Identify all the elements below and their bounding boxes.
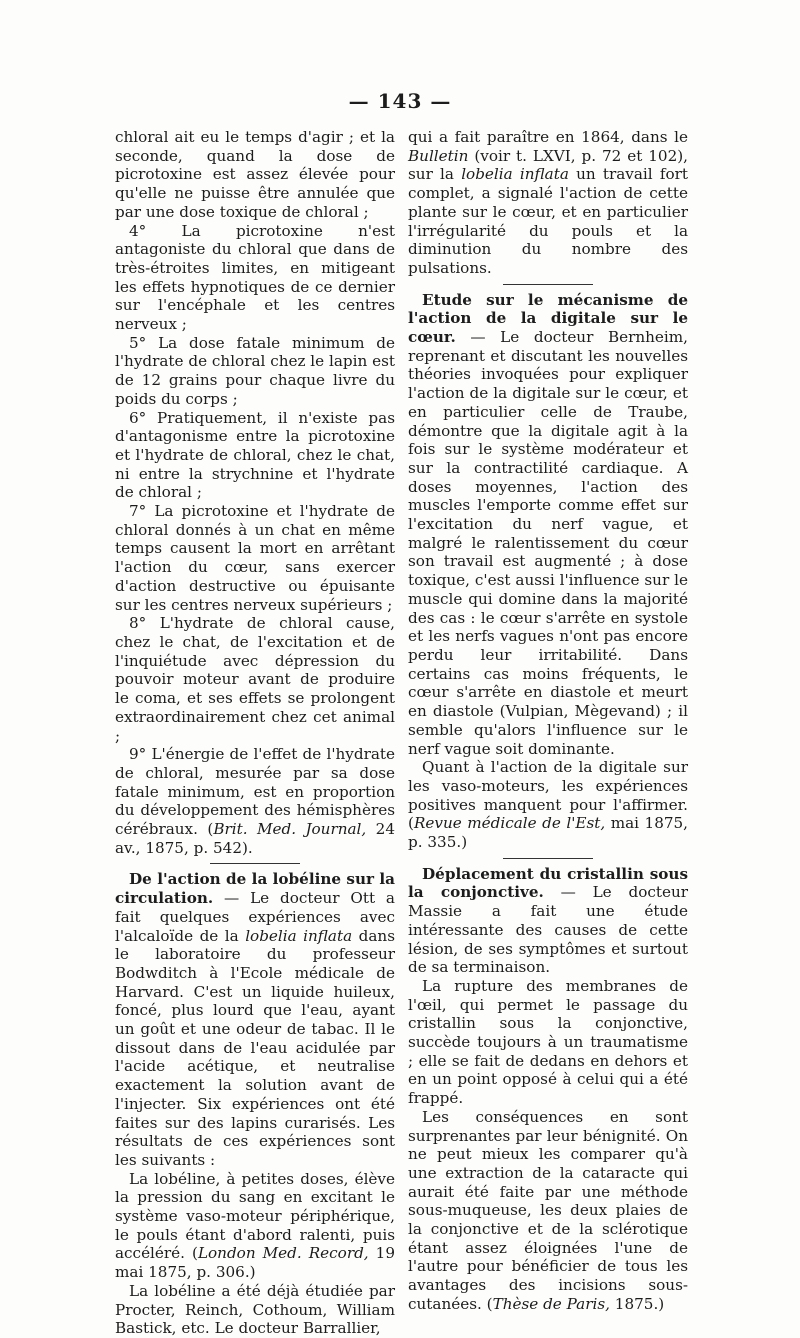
text: 9° L'énergie de l'effet de l'hydrate de chloral, mesurée par sa dose fatale minimum, est en proportion du développement des hémisphères cérébraux. (	[115, 745, 395, 839]
right-column	[408, 128, 688, 1314]
paragraph: La lobéline a été déjà étudiée par Procter, Reinch, Cothoum, William Bastick, etc. Le docteur Barrallier,	[115, 1281, 395, 1338]
paragraph	[408, 1108, 688, 1314]
divider	[503, 858, 593, 859]
text: — Le docteur Bernheim, reprenant et discutant les nouvelles théories invoquées pour expliquer l'action de la digitale sur le cœur, et en particulier celle de Traube, démontre que la digitale agit à la fois sur le système modérateur et sur la contractilité cardiaque. A doses moyennes, l'action des muscles l'emporte comme effet sur l'excitation du nerf vague, et malgré le ralentissement du cœur son travail est augmenté ; à dose toxique, c'est aussi l'influence sur le muscle qui domine dans la majorité des cas : le cœur s'arrête en systole et les nerfs vagues n'ont pas encore perdu leur irritabilité. Dans certains cas moins fréquents, le cœur s'arrête en diastole et meurt en diastole (Vulpian, Mègevand) ; il semble qu'alors l'influence sur le nerf vague soit dominante.	[408, 328, 688, 758]
citation: Bulletin	[408, 146, 469, 165]
left-column	[115, 128, 395, 1338]
text: — Le docteur Ott a fait quelques expériences avec l'alcaloïde de la	[115, 889, 395, 945]
section-heading: Déplacement du cristallin sous la conjonctive.	[408, 864, 688, 902]
text: (voir t. LXVI, p. 72 et 102), sur la	[408, 146, 688, 184]
text: Quant à l'action de la digitale sur les vaso-moteurs, les expériences positives manquent pour l'affirmer. (	[408, 758, 688, 833]
text: un travail fort complet, a signalé l'action de cette plante sur le cœur, et en particulier l'irrégularité du pouls et la diminution du nombre des pulsations.	[408, 165, 688, 277]
paragraph: 5° La dose fatale minimum de l'hydrate de chloral chez le lapin est de 12 grains pour chaque livre du poids du corps ;	[115, 333, 395, 408]
paragraph	[408, 128, 688, 278]
citation: Revue médicale de l'Est,	[413, 814, 606, 833]
italic-term: lobelia inflata	[461, 165, 569, 184]
paragraph: chloral ait eu le temps d'agir ; et la seconde, quand la dose de picrotoxine est assez élevée pour qu'elle ne puisse être annulée que par une dose toxique de chloral ;	[115, 128, 395, 221]
section-cristallin	[408, 865, 688, 977]
text: 1875.)	[609, 1294, 665, 1313]
text: Les conséquences en sont surprenantes par leur bénignité. On ne peut mieux les comparer qu'à une extraction de la cataracte qui aurait été faite par une méthode sous-muqueuse, les deux plaies de la conjonctive et de la sclérotique étant assez éloignées l'une de l'autre pour bénéficier de tous les avantages des incisions sous-cutanées. (	[408, 1107, 688, 1313]
text: qui a fait paraître en 1864, dans le	[408, 128, 688, 146]
section-lobeline	[115, 870, 395, 1169]
page-number: — 143 —	[348, 89, 452, 113]
divider	[503, 284, 593, 285]
citation: London Med. Record,	[197, 1244, 369, 1263]
paragraph	[115, 745, 395, 857]
text: mai 1875, p. 335.)	[408, 814, 689, 852]
text: dans le laboratoire du professeur Bodwditch à l'Ecole médicale de Harvard. C'est un liquide huileux, foncé, plus lourd que l'eau, ayant un goût et une odeur de tabac. Il le dissout dans de l'eau acidulée par l'acide acétique, et neutralise exactement la solution avant de l'injecter. Six expériences ont été faites sur des lapins curarisés. Les résultats de ces expériences sont les suivants :	[115, 926, 396, 1169]
text: — Le docteur Massie a fait une étude intéressante des causes de cette lésion, de ses symptômes et surtout de sa terminaison.	[408, 883, 688, 977]
text: La lobéline, à petites doses, élève la pression du sang en excitant le système vaso-moteur périphérique, le pouls étant d'abord ralenti, puis accéléré. (	[115, 1169, 395, 1263]
paragraph: 7° La picrotoxine et l'hydrate de chloral donnés à un chat en même temps causent la mort en arrêtant l'action du cœur, sans exercer d'action destructive ou épuisante sur les centres nerveux supérieurs ;	[115, 502, 395, 614]
text: 19 mai 1875, p. 306.)	[115, 1244, 395, 1282]
text: 24 av., 1875, p. 542).	[115, 820, 395, 857]
paragraph	[408, 758, 688, 852]
paragraph: 4° La picrotoxine n'est antagoniste du chloral que dans de très-étroites limites, en mitigeant les effets hypnotiques de ce dernier sur l'encéphale et les centres nerveux ;	[115, 221, 395, 334]
paragraph	[115, 1170, 395, 1282]
section-heading: Etude sur le mécanisme de l'action de la digitale sur le cœur.	[408, 290, 688, 347]
section-heading: De l'action de la lobéline sur la circulation.	[115, 870, 395, 908]
section-digitale	[408, 291, 688, 759]
citation: Brit. Med. Journal,	[213, 820, 367, 839]
italic-term: lobelia inflata	[245, 926, 353, 945]
paragraph: La rupture des membranes de l'œil, qui permet le passage du cristallin sous la conjonctive, succède toujours à un traumatisme ; elle se fait de dedans en dehors et en un point opposé à celui qui a été frappé.	[408, 976, 688, 1108]
citation: Thèse de Paris,	[492, 1294, 610, 1313]
divider	[210, 863, 300, 864]
paragraph: 8° L'hydrate de chloral cause, chez le chat, de l'excitation et de l'inquiétude avec dépression du pouvoir moteur avant de produire le coma, et ses effets se prolongent extraordinairement chez cet animal ;	[115, 614, 395, 745]
paragraph: 6° Pratiquement, il n'existe pas d'antagonisme entre la picrotoxine et l'hydrate de chloral, chez le chat, ni entre la strychnine et l'hydrate de chloral ;	[115, 408, 395, 502]
